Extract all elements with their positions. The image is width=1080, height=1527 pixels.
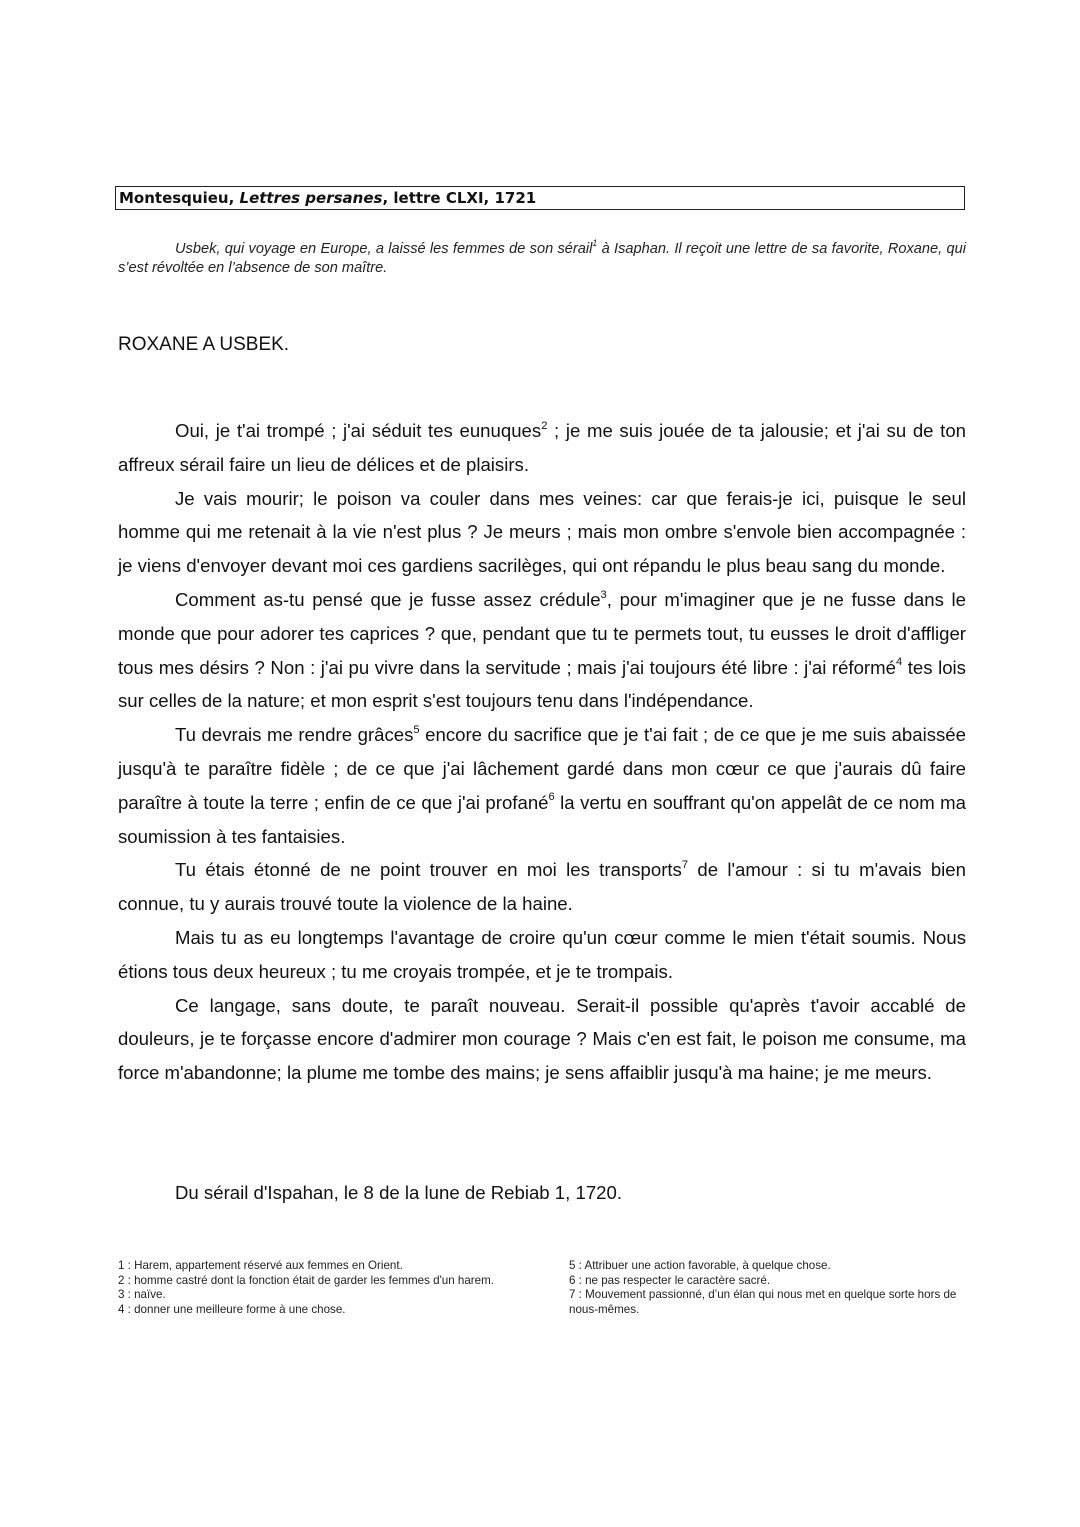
letter-salutation: ROXANE A USBEK.	[118, 334, 290, 355]
footnote-ref-3: 3	[600, 588, 607, 601]
footnote-ref-1: 1	[592, 238, 598, 249]
paragraph-7: Ce langage, sans doute, te paraît nouveau. Serait-il possible qu'après t'avoir accablé de douleurs, je te forçasse encore d'admirer mon courage ? Mais c'en est fait, le poison me consume, ma force m'abandonne; la plume me tombe des mains; je sens affaiblir jusqu'à ma haine; je me meurs.	[118, 994, 966, 1084]
footnote-ref-4: 4	[895, 656, 903, 669]
footnote-7: 7 : Mouvement passionné, d’un élan qui nous met en quelque sorte hors de nous-mêmes.	[569, 1288, 957, 1316]
footnote-1: 1 : Harem, appartement réservé aux femmes en Orient.	[118, 1259, 403, 1272]
paragraph-1: Oui, je t'ai trompé ; j'ai séduit tes eunuques$^2$ ; je me suis jouée de ta jalousie; et j'ai su de ton affreux sérail faire un lieu de délices et de plaisirs.	[118, 419, 966, 475]
footnote-6: 6 : ne pas respecter le caractère sacré.	[569, 1273, 771, 1287]
source-title-box	[115, 186, 965, 210]
footnote-ref-2: 2	[541, 419, 548, 432]
footnote-3: 3 : naïve.	[118, 1288, 166, 1302]
intro-paragraph: Usbek, qui voyage en Europe, a laissé les femmes de son sérail$^1$ à Isaphan. Il reçoit une lettre de sa favorite, Roxane, qui s’est révoltée en l’absence de son maître.	[118, 238, 966, 276]
paragraph-5: Tu étais étonné de ne point trouver en moi les transports$^7$ de l'amour : si tu m'avais bien connue, tu y aurais trouvé toute la violence de la haine.	[118, 859, 966, 915]
footnote-ref-7: 7	[681, 859, 689, 872]
footnote-2: 2 : homme castré dont la fonction était de garder les femmes d'un harem.	[118, 1273, 494, 1287]
author-name: Montesquieu,	[119, 189, 240, 207]
paragraph-4: Tu devrais me rendre grâces$^5$ encore du sacrifice que je t'ai fait ; de ce que je me suis abaissée jusqu'à te paraître fidèle ; de ce que j'ai lâchement gardé dans mon cœur ce que j'aurais dû faire paraître à toute la terre ; enfin de ce que j'ai profané$^6$ la vertu en souffrant qu'on appelât de ce nom ma soumission à tes fantaisies.	[118, 723, 966, 847]
footnote-5: 5 : Attribuer une action favorable, à quelque chose.	[569, 1259, 831, 1272]
footnotes-right	[569, 1259, 969, 1317]
footnotes-left	[118, 1259, 508, 1317]
letter-signoff: Du sérail d'Ispahan, le 8 de la lune de Rebiab 1, 1720.	[175, 1182, 623, 1203]
letter-body	[118, 414, 966, 1090]
work-title: Lettres persanes	[239, 189, 383, 207]
footnote-ref-6: 6	[548, 791, 555, 804]
footnote-4: 4 : donner une meilleure forme à une chose.	[118, 1302, 346, 1316]
footnote-ref-5: 5	[413, 723, 420, 736]
paragraph-3: Comment as-tu pensé que je fusse assez crédule$^3$, pour m'imaginer que je ne fusse dans le monde que pour adorer tes caprices ? que, pendant que tu te permets tout, tu eusses le droit d'affliger tous mes désirs ? Non : j'ai pu vivre dans la servitude ; mais j'ai toujours été libre : j'ai réformé$^4$ tes lois sur celles de la nature; et mon esprit s'est toujours tenu dans l'indépendance.	[118, 588, 966, 712]
paragraph-2: Je vais mourir; le poison va couler dans mes veines: car que ferais-je ici, puisque le seul homme qui me retenait à la vie n'est plus ? Je meurs ; mais mon ombre s'envole bien accompagnée : je viens d'envoyer devant moi ces gardiens sacrilèges, qui ont répandu le plus beau sang du monde.	[118, 487, 966, 577]
letter-reference: , lettre CLXI, 1721	[382, 189, 537, 207]
paragraph-6: Mais tu as eu longtemps l'avantage de croire qu'un cœur comme le mien t'était soumis. Nous étions tous deux heureux ; tu me croyais trompée, et je te trompais.	[118, 926, 966, 982]
